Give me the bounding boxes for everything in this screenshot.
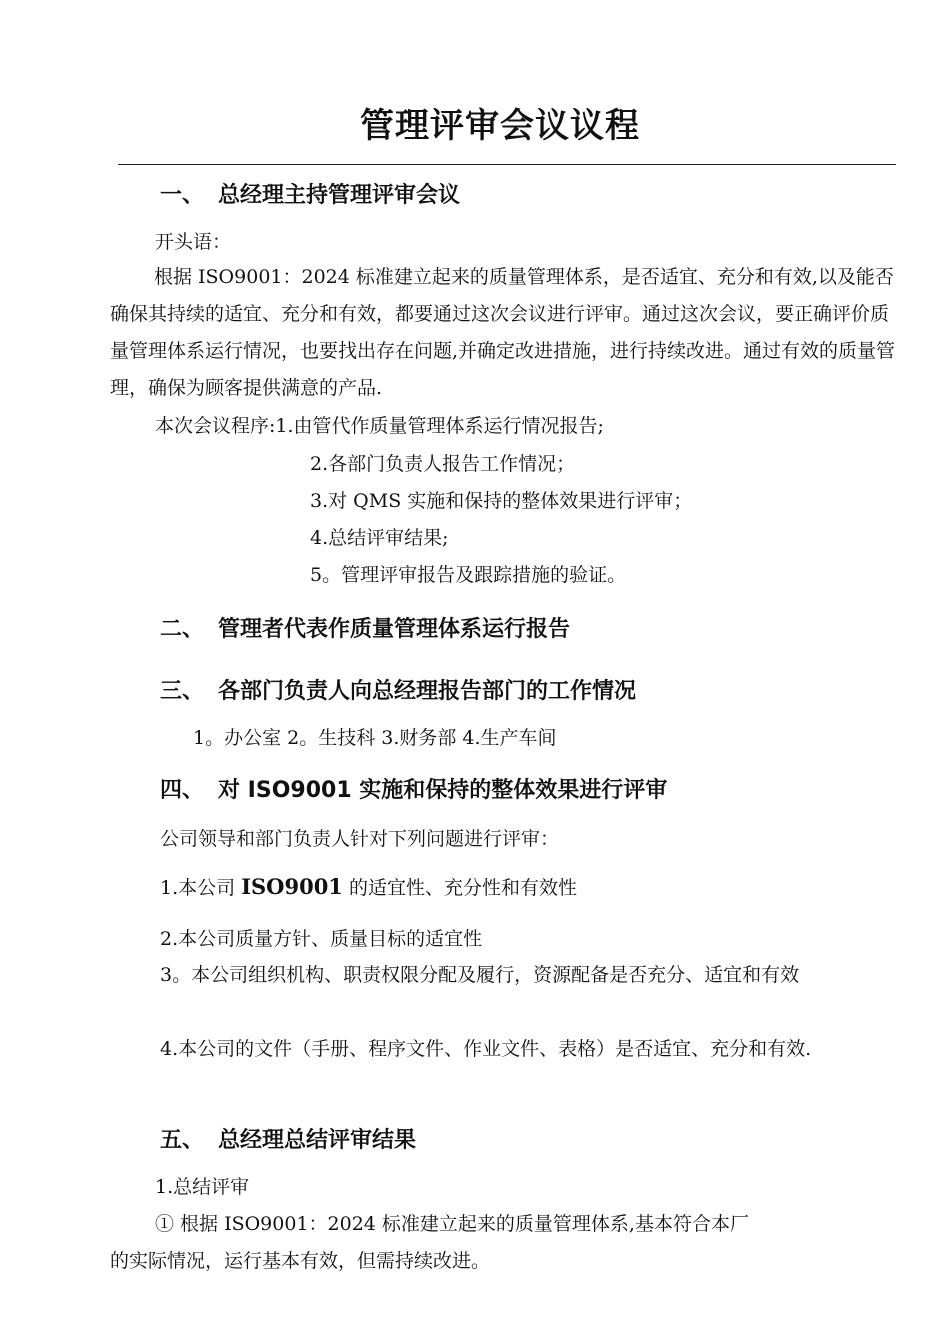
- section-number: 三、: [160, 679, 205, 704]
- opening-label: 开头语：: [155, 231, 232, 253]
- section-title: 总经理总结评审结果: [218, 1128, 417, 1153]
- item-bold-text: ISO9001: [241, 874, 343, 899]
- section-heading-5: [160, 1123, 416, 1154]
- section-number: 五、: [160, 1128, 205, 1153]
- section-heading-3: [160, 674, 636, 705]
- item-text: 的适宜性、充分性和有效性: [348, 877, 577, 899]
- section-number: 一、: [160, 183, 205, 208]
- summary-point-line-2: 的实际情况，运行基本有效，但需持续改进。: [110, 1250, 491, 1272]
- section-title: 对 ISO9001 实施和保持的整体效果进行评审: [218, 778, 668, 803]
- summary-point-line-1: ① 根据 ISO9001：2024 标准建立起来的质量管理体系,基本符合本厂: [155, 1213, 749, 1235]
- title-divider: [118, 164, 896, 165]
- opening-paragraph: [110, 259, 900, 407]
- program-line-1: [155, 412, 604, 440]
- item-text: 3。本公司组织机构、职责权限分配及履行，资源配备是否充分、适宜和有效: [160, 964, 800, 986]
- program-item: 4.总结评审结果;: [310, 527, 449, 549]
- item-text: 4.本公司的文件（手册、程序文件、作业文件、表格）是否适宜、充分和有效.: [160, 1038, 812, 1060]
- item-text: 1.本公司: [160, 877, 236, 899]
- review-item-3: [110, 957, 900, 994]
- section-heading-1: [160, 178, 460, 209]
- review-item-2: 2.本公司质量方针、质量目标的适宜性: [160, 928, 483, 950]
- section-title: 总经理主持管理评审会议: [218, 183, 461, 208]
- departments-list: 1。办公室 2。生技科 3.财务部 4.生产车间: [193, 727, 557, 749]
- document-title: 管理评审会议议程: [360, 106, 640, 146]
- review-item-1: [160, 873, 577, 902]
- section-heading-2: [160, 612, 570, 643]
- program-item: 5。管理评审报告及跟踪措施的验证。: [310, 564, 627, 586]
- summary-subheading: 1.总结评审: [155, 1176, 250, 1198]
- section-heading-4: [160, 773, 667, 804]
- opening-text: 根据 ISO9001：2024 标准建立起来的质量管理体系，是否适宜、充分和有效,以及能否确保其持续的适宜、充分和有效，都要通过这次会议进行评审。通过这次会议，要正确评价质量管理体系运行情况，也要找出存在问题,并确定改进措施，进行持续改进。通过有效的质量管理，确保为顾客提供满意的产品.: [110, 266, 896, 399]
- program-label: 本次会议程序:: [155, 415, 276, 437]
- program-item: 1.由管代作质量管理体系运行情况报告;: [275, 415, 604, 437]
- program-item: 3.对 QMS 实施和保持的整体效果进行评审；: [310, 490, 693, 512]
- program-item: 2.各部门负责人报告工作情况；: [310, 453, 576, 475]
- section-number: 四、: [160, 778, 205, 803]
- section-title: 管理者代表作质量管理体系运行报告: [218, 617, 571, 642]
- section-title: 各部门负责人向总经理报告部门的工作情况: [218, 679, 637, 704]
- review-item-4: [110, 1031, 900, 1068]
- section-number: 二、: [160, 617, 205, 642]
- review-intro: 公司领导和部门负责人针对下列问题进行评审：: [160, 828, 560, 850]
